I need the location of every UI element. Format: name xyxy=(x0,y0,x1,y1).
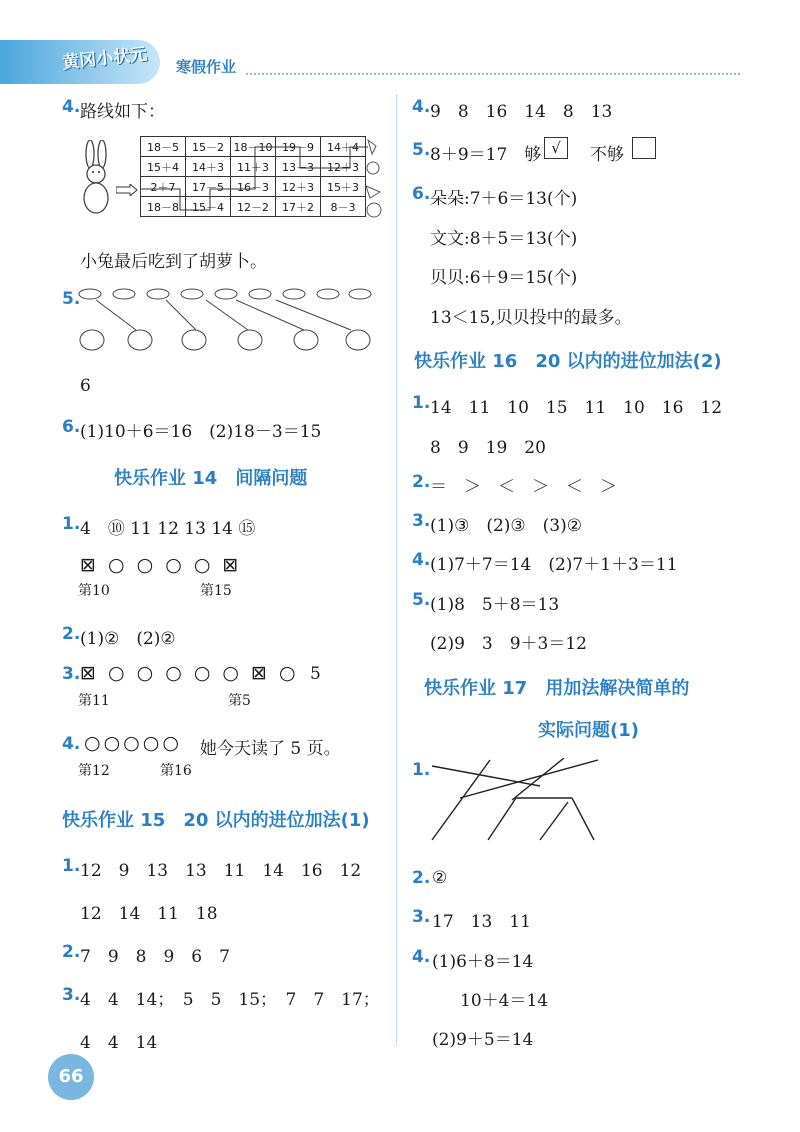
vegetables-illustration xyxy=(362,136,384,222)
r-q6-line2: 文文:8＋5＝13(个) xyxy=(430,229,578,249)
s14-q4-circles: ○○○○○ xyxy=(84,732,182,754)
s17-q4-line1: (1)6＋8＝14 xyxy=(432,952,534,972)
maze-cell: 2＋7 xyxy=(141,177,186,197)
s14-q1-circles: ⊠ ○ ○ ○ ○ ⊠ xyxy=(80,554,242,576)
s17-q4-line2: 10＋4＝14 xyxy=(460,991,549,1011)
r-q6-line4: 13＜15,贝贝投中的最多。 xyxy=(430,308,632,328)
maze-cell: 12＋3 xyxy=(321,157,366,177)
s17-q2-number: 2. xyxy=(412,868,431,888)
maze-cell: 17＋2 xyxy=(276,197,321,217)
s16-q5-line2: (2)9 3 9＋3＝12 xyxy=(430,634,587,654)
s14-q2-number: 2. xyxy=(62,624,81,644)
s16-q2-number: 2. xyxy=(412,472,431,492)
arrow-icon xyxy=(116,184,138,196)
page-number: 66 xyxy=(48,1054,94,1100)
s16-q3-number: 3. xyxy=(412,511,431,531)
s15-q1-line1: 12 9 13 13 11 14 16 12 xyxy=(80,861,362,881)
s14-q3-label-b: 第5 xyxy=(228,693,251,709)
q4-text: 路线如下： xyxy=(80,102,165,122)
s14-q3-circles: ⊠ ○ ○ ○ ○ ○ ⊠ ○ xyxy=(80,662,299,684)
maze-cell: 14＋3 xyxy=(186,157,231,177)
maze-cell: 19－9 xyxy=(276,137,321,157)
column-divider xyxy=(396,95,397,1045)
q5-answer: 6 xyxy=(80,376,91,396)
r-q6-line1: 朵朵:7＋6＝13(个) xyxy=(430,189,578,209)
s14-q4-number: 4. xyxy=(62,734,81,754)
s16-q2-text: ＝ ＞ ＜ ＞ ＜ ＞ xyxy=(430,477,617,497)
s17-q4-line3: (2)9＋5＝14 xyxy=(432,1030,534,1050)
r-q5-text2: 不够 xyxy=(590,145,624,165)
rabbit-illustration xyxy=(76,140,116,216)
r-q5-text: 8＋9＝17 够 xyxy=(430,145,542,165)
s14-q4-label-a: 第12 xyxy=(78,763,110,779)
s15-q2-text: 7 9 8 9 6 7 xyxy=(80,947,230,967)
maze-cell: 15＋3 xyxy=(321,177,366,197)
s15-q3-line2: 4 4 14 xyxy=(80,1033,158,1053)
enough-checkbox: √ xyxy=(544,137,568,159)
maze-cell: 16－3 xyxy=(231,177,276,197)
maze-cell: 18－10 xyxy=(231,137,276,157)
s15-q1-line2: 12 14 11 18 xyxy=(80,904,218,924)
s17-q4-number: 4. xyxy=(412,947,431,967)
s17-q3-number: 3. xyxy=(412,907,431,927)
not-enough-checkbox xyxy=(632,137,656,159)
s16-q4-text: (1)7＋7＝14 (2)7＋1＋3＝11 xyxy=(430,555,678,575)
section-14-title: 快乐作业 14 间隔问题 xyxy=(114,468,308,489)
maze-cell: 17－5 xyxy=(186,177,231,197)
s15-q2-number: 2. xyxy=(62,942,81,962)
s17-q3-text: 17 13 11 xyxy=(432,912,531,932)
s16-q5-line1: (1)8 5＋8＝13 xyxy=(430,595,560,615)
header-dotted-line xyxy=(246,73,740,75)
section-16-title: 快乐作业 16 20 以内的进位加法(2) xyxy=(414,351,722,372)
s16-q1-number: 1. xyxy=(412,393,431,413)
q6-text: (1)10＋6＝16 (2)18－3＝15 xyxy=(80,422,322,442)
cats-fish-illustration xyxy=(76,284,376,356)
q6-number: 6. xyxy=(62,417,81,437)
s15-q3-line1: 4 4 14； 5 5 15； 7 7 17； xyxy=(80,990,380,1010)
s16-q1-line1: 14 11 10 15 11 10 16 12 xyxy=(430,398,723,418)
r-q6-line3: 贝贝:6＋9＝15(个) xyxy=(430,268,578,288)
maze-cell: 15－4 xyxy=(186,197,231,217)
s14-q1-number: 1. xyxy=(62,514,81,534)
s15-q3-number: 3. xyxy=(62,985,81,1005)
s14-q2-text: (1)② (2)② xyxy=(80,629,176,649)
q4-answer: 小兔最后吃到了胡萝卜。 xyxy=(80,252,267,272)
s16-q4-number: 4. xyxy=(412,550,431,570)
maze-cell: 15＋4 xyxy=(141,157,186,177)
r-q4-number: 4. xyxy=(412,97,431,117)
s14-q1-label-b: 第15 xyxy=(200,583,232,599)
maze-cell: 12＋3 xyxy=(276,177,321,197)
maze-cell: 11＋3 xyxy=(231,157,276,177)
s14-q3-answer: 5 xyxy=(310,664,321,684)
header-subtitle: 寒假作业 xyxy=(176,58,237,76)
maze-cell: 8－3 xyxy=(321,197,366,217)
matching-lines-diagram xyxy=(428,758,608,848)
s14-q4-label-b: 第16 xyxy=(160,763,192,779)
s16-q5-number: 5. xyxy=(412,590,431,610)
q5-number: 5. xyxy=(62,289,81,309)
s16-q3-text: (1)③ (2)③ (3)② xyxy=(430,516,582,536)
s14-q1-text: 4 ⑩ 11 12 13 14 ⑮ xyxy=(80,519,256,539)
s17-q2-text: ② xyxy=(432,868,448,888)
s14-q3-number: 3. xyxy=(62,664,81,684)
maze-cell: 15－2 xyxy=(186,137,231,157)
r-q6-number: 6. xyxy=(412,184,431,204)
maze-cell: 13－3 xyxy=(276,157,321,177)
s17-q1-number: 1. xyxy=(412,760,431,780)
r-q5-number: 5. xyxy=(412,140,431,160)
section-17-title-line2: 实际问题(1) xyxy=(538,720,639,741)
s16-q1-line2: 8 9 19 20 xyxy=(430,438,546,458)
maze-cell: 18－8 xyxy=(141,197,186,217)
r-q4-text: 9 8 16 14 8 13 xyxy=(430,102,613,122)
s14-q3-label-a: 第11 xyxy=(78,693,110,709)
s14-q4-text: 她今天读了 5 页。 xyxy=(200,739,341,759)
q4-number: 4. xyxy=(62,97,81,117)
maze-cell: 12－2 xyxy=(231,197,276,217)
maze-cell: 18－5 xyxy=(141,137,186,157)
section-17-title-line1: 快乐作业 17 用加法解决简单的 xyxy=(424,678,690,699)
maze-route-lines xyxy=(140,136,370,222)
brand-logo: 黄冈小状元 xyxy=(61,44,149,74)
s14-q1-label-a: 第10 xyxy=(78,583,110,599)
s15-q1-number: 1. xyxy=(62,856,81,876)
section-15-title: 快乐作业 15 20 以内的进位加法(1) xyxy=(62,810,370,831)
maze-cell: 14＋4 xyxy=(321,137,366,157)
